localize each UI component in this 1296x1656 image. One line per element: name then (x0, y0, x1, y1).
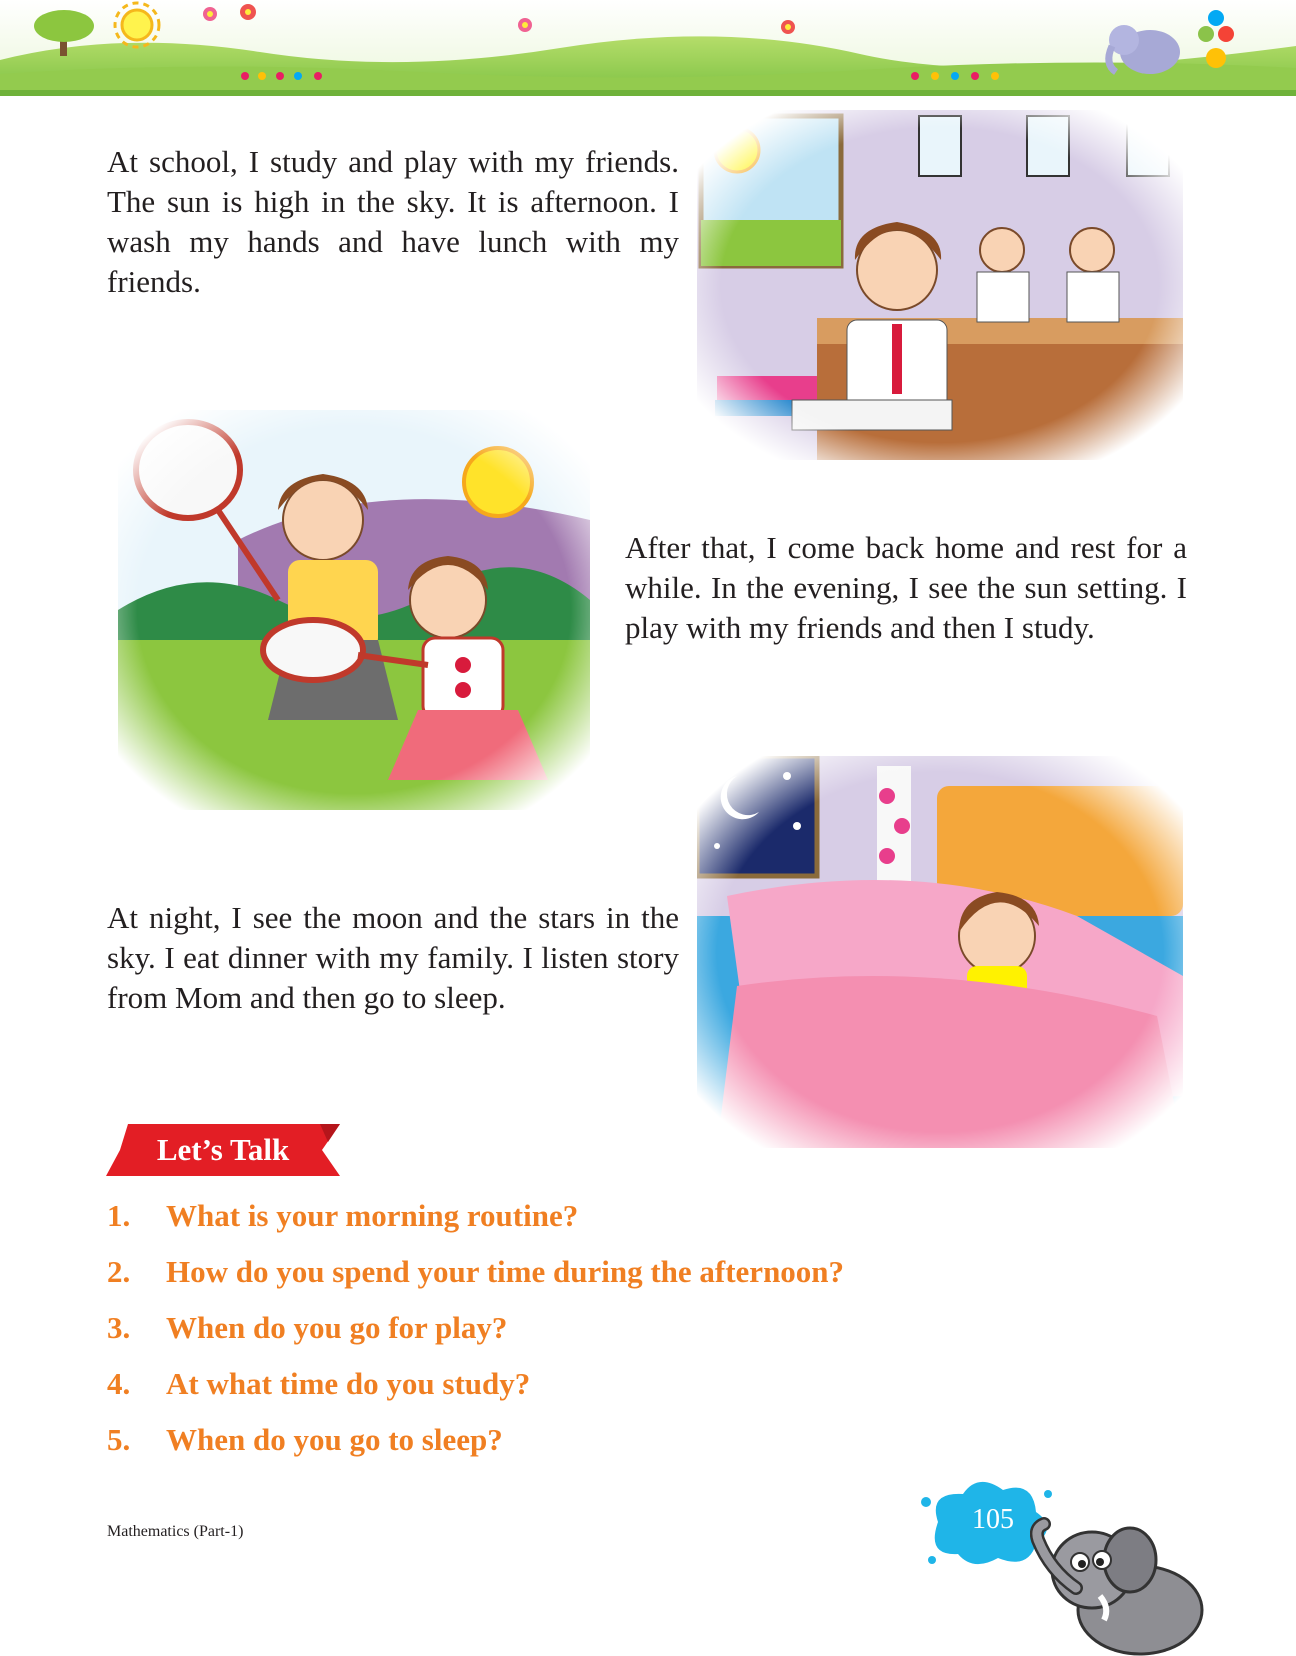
question-item (107, 1300, 1107, 1356)
question-text: What is your morning routine? (166, 1198, 579, 1233)
sleeping-illustration (697, 756, 1183, 1148)
lets-talk-heading: Let’s Talk (156, 1132, 290, 1167)
book-title-footer: Mathematics (Part-1) (107, 1523, 244, 1540)
evening-paragraph: After that, I come back home and rest for a while. In the evening, I see the sun setting. I play with my friends and then I study. (625, 530, 1187, 645)
question-number: 5. (107, 1422, 131, 1457)
question-number: 3. (107, 1310, 131, 1345)
question-text: When do you go for play? (166, 1310, 508, 1345)
page-number: 105 (972, 1504, 1014, 1535)
question-number: 4. (107, 1366, 131, 1401)
question-number: 2. (107, 1254, 131, 1289)
question-item (107, 1356, 1107, 1412)
elephant-icon (1030, 1500, 1210, 1656)
question-text: How do you spend your time during the afternoon? (166, 1254, 845, 1289)
question-item (107, 1244, 1107, 1300)
question-text: When do you go to sleep? (166, 1422, 503, 1457)
classroom-illustration (697, 110, 1183, 460)
lets-talk-banner (106, 1124, 340, 1176)
question-item (107, 1188, 1107, 1244)
night-paragraph: At night, I see the moon and the stars in the sky. I eat dinner with my family. I listen story from Mom and then go to sleep. (107, 900, 679, 1015)
header-banner (0, 0, 1296, 96)
school-paragraph: At school, I study and play with my friends. The sun is high in the sky. It is afternoon. I wash my hands and have lunch with my friends. (107, 144, 679, 299)
discussion-questions (107, 1188, 1107, 1468)
question-number: 1. (107, 1198, 131, 1233)
question-item (107, 1412, 1107, 1468)
badminton-illustration (118, 410, 590, 810)
question-text: At what time do you study? (166, 1366, 531, 1401)
